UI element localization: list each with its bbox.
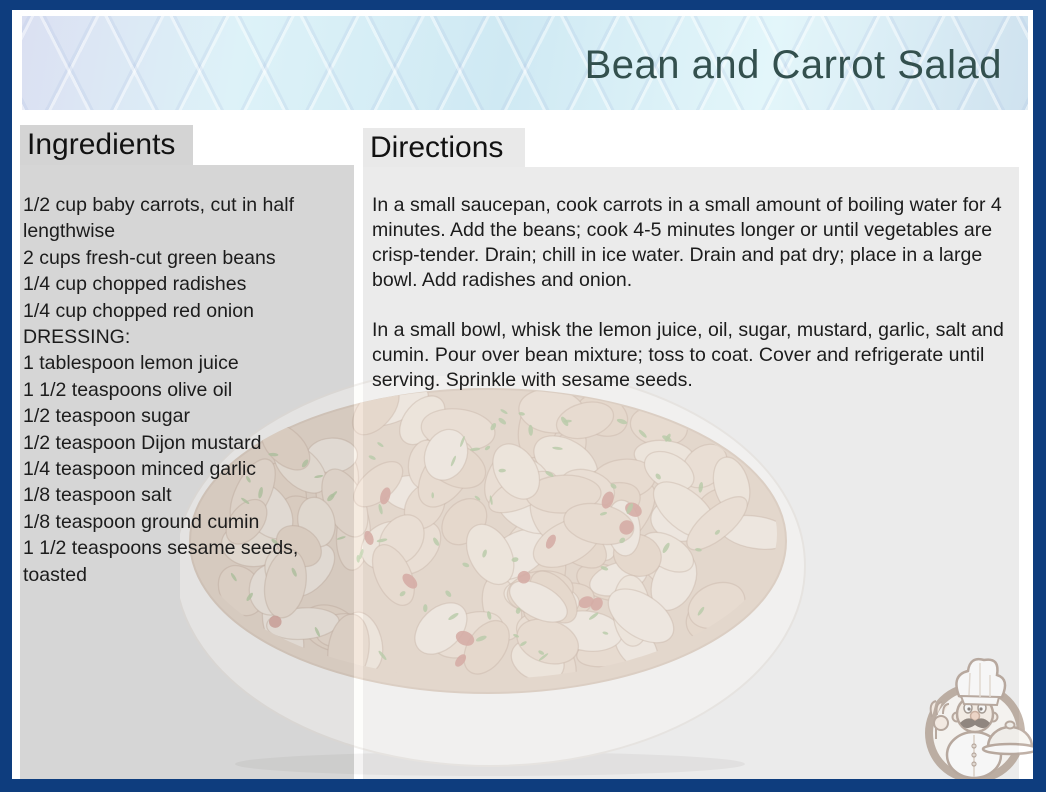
ingredient-item: 1/8 teaspoon salt: [23, 484, 172, 507]
ingredient-item: 1/4 teaspoon minced garlic: [23, 458, 257, 481]
ingredient-item: 1 1/2 teaspoons sesame seeds, toasted: [23, 537, 299, 586]
page-border-bottom: [0, 779, 1046, 792]
page-title: Bean and Carrot Salad: [584, 42, 1002, 87]
ingredient-item: 1/8 teaspoon ground cumin: [23, 510, 260, 533]
ingredient-item: 1/2 teaspoon sugar: [23, 405, 190, 428]
ingredient-item: 1 1/2 teaspoons olive oil: [23, 378, 233, 401]
ingredient-item: 1/4 cup chopped radishes: [23, 273, 247, 296]
page-border-top: [0, 0, 1046, 10]
ingredient-item: 1 tablespoon lemon juice: [23, 352, 239, 375]
ingredient-item: 1/2 teaspoon Dijon mustard: [23, 431, 262, 454]
ingredient-item: 1/2 cup baby carrots, cut in half lengthwise: [23, 194, 294, 243]
ingredient-item: DRESSING:: [23, 326, 131, 349]
page-border-right: [1033, 0, 1046, 792]
header-banner: [22, 16, 1028, 110]
ingredients-list: [23, 192, 351, 588]
ingredients-heading-box: [20, 125, 193, 165]
ingredients-heading: Ingredients: [27, 128, 176, 161]
directions-body: [372, 193, 1014, 418]
ingredient-item: 1/4 cup chopped red onion: [23, 299, 254, 322]
ingredient-item: 2 cups fresh-cut green beans: [23, 246, 276, 269]
directions-heading-box: [363, 128, 525, 167]
directions-heading: Directions: [370, 131, 504, 164]
page-border-left: [0, 0, 12, 792]
directions-paragraph: In a small saucepan, cook carrots in a small amount of boiling water for 4 minutes. Add the beans; cook 4-5 minutes longer or until vegetables are crisp-tender. Drain; chill in ice water. Drain and pat dry; place in a large bowl. Add radishes and onion.: [372, 194, 1002, 291]
directions-paragraph: In a small bowl, whisk the lemon juice, oil, sugar, mustard, garlic, salt and cumin. Pour over bean mixture; toss to coat. Cover and refrigerate until serving. Sprinkle with sesame seeds.: [372, 319, 1004, 391]
